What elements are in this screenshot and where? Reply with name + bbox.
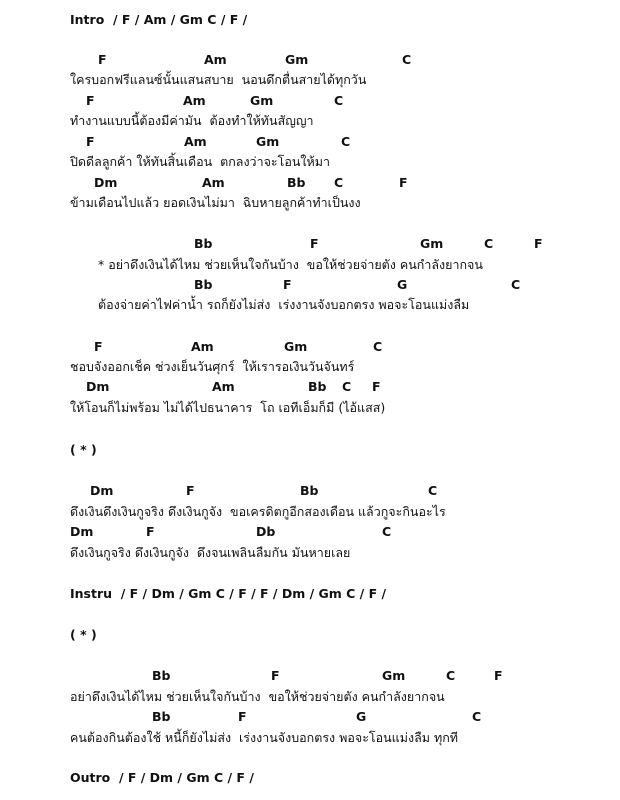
- chord: Am: [202, 175, 225, 190]
- lyric-line: ดึงเงินกูจริง ดึงเงินกูจัง ดึงจนเพลินลืมกัน มันหายเลย: [70, 545, 351, 560]
- chord: C: [342, 379, 352, 394]
- lyric-line: ให้โอนก็ไม่พร้อม ไม่ได้ไปธนาคาร โถ เอทีเอ็มก็มี (ไอ้แสส): [70, 400, 386, 415]
- chord: Bb: [300, 483, 319, 498]
- chord: Dm: [94, 175, 118, 190]
- instrumental-line: Instru / F / Dm / Gm C / F / F / Dm / Gm C / F /: [70, 586, 387, 601]
- chord: F: [399, 175, 408, 190]
- chord: F: [534, 236, 543, 251]
- chord: Gm: [285, 52, 309, 67]
- intro-line: Intro / F / Am / Gm C / F /: [70, 12, 248, 27]
- lyric-line: ปิดดีลลูกค้า ให้ทันสิ้นเดือน ตกลงว่าจะโอนให้มา: [70, 154, 330, 169]
- chord: F: [494, 668, 503, 683]
- chord: G: [356, 709, 367, 724]
- chord: Am: [204, 52, 227, 67]
- chord: C: [402, 52, 412, 67]
- chord: Bb: [287, 175, 306, 190]
- chord: C: [472, 709, 482, 724]
- chord: F: [271, 668, 280, 683]
- chord: Dm: [86, 379, 110, 394]
- chord: Gm: [284, 339, 308, 354]
- chord: F: [86, 134, 95, 149]
- lyric-line: ดึงเงินดึงเงินกูจริง ดึงเงินกูจัง ขอเครดิตกูอีกสองเดือน แล้วกูจะกินอะไร: [70, 504, 446, 519]
- chord: F: [146, 524, 155, 539]
- chord: C: [484, 236, 494, 251]
- chord: Am: [183, 93, 206, 108]
- chord: Gm: [382, 668, 406, 683]
- lyric-line: ชอบจังออกเช็ค ช่วงเย็นวันศุกร์ ให้เรารอเงินวันจันทร์: [70, 359, 355, 374]
- lyric-line: อย่าดึงเงินได้ไหม ช่วยเห็นใจกันบ้าง ขอให้ช่วยจ่ายตัง คนกำลังยากจน: [70, 689, 445, 704]
- lyric-line: ต้องจ่ายค่าไฟค่าน้ำ รถก็ยังไม่ส่ง เร่งงานจังบอกตรง พอจะโอนแม่งลืม: [98, 297, 470, 312]
- outro-line: Outro / F / Dm / Gm C / F /: [70, 770, 254, 785]
- chord: Am: [191, 339, 214, 354]
- chord: C: [382, 524, 392, 539]
- chord: Dm: [70, 524, 94, 539]
- chord: Dm: [90, 483, 114, 498]
- chord: F: [310, 236, 319, 251]
- chord: Db: [256, 524, 276, 539]
- chord: Gm: [420, 236, 444, 251]
- chord: F: [186, 483, 195, 498]
- chord: F: [98, 52, 107, 67]
- chord: F: [94, 339, 103, 354]
- chord: F: [372, 379, 381, 394]
- chord: C: [334, 93, 344, 108]
- chord: Bb: [194, 236, 213, 251]
- chord: F: [86, 93, 95, 108]
- chord: Gm: [256, 134, 280, 149]
- lyric-line: * อย่าดึงเงินได้ไหม ช่วยเห็นใจกันบ้าง ขอให้ช่วยจ่ายตัง คนกำลังยากจน: [98, 257, 483, 272]
- chord: Bb: [152, 709, 171, 724]
- chord: Bb: [152, 668, 171, 683]
- chord: Am: [184, 134, 207, 149]
- chord: Gm: [250, 93, 274, 108]
- lyric-line: คนต้องกินต้องใช้ หนี้ก็ยังไม่ส่ง เร่งงานจังบอกตรง พอจะโอนแม่งลืม ทุกที: [70, 730, 459, 745]
- chord: G: [397, 277, 408, 292]
- chord: Bb: [194, 277, 213, 292]
- chorus-reference: ( * ): [70, 627, 97, 642]
- chord: F: [238, 709, 247, 724]
- lyric-line: ทำงานแบบนี้ต้องมีค่ามัน ต้องทำให้ทันสัญญา: [70, 113, 314, 128]
- chord: C: [446, 668, 456, 683]
- lyric-line: ใครบอกฟรีแลนซ์นั้นแสนสบาย นอนดึกตื่นสายได้ทุกวัน: [70, 72, 367, 87]
- chord: Am: [212, 379, 235, 394]
- chord: C: [334, 175, 344, 190]
- chord: C: [428, 483, 438, 498]
- chord: F: [283, 277, 292, 292]
- chord: C: [511, 277, 521, 292]
- chord: Bb: [308, 379, 327, 394]
- chord: C: [373, 339, 383, 354]
- chord: C: [341, 134, 351, 149]
- lyric-line: ข้ามเดือนไปแล้ว ยอดเงินไม่มา ฉิบหายลูกค้าทำเป็นงง: [70, 195, 361, 210]
- chorus-reference: ( * ): [70, 442, 97, 457]
